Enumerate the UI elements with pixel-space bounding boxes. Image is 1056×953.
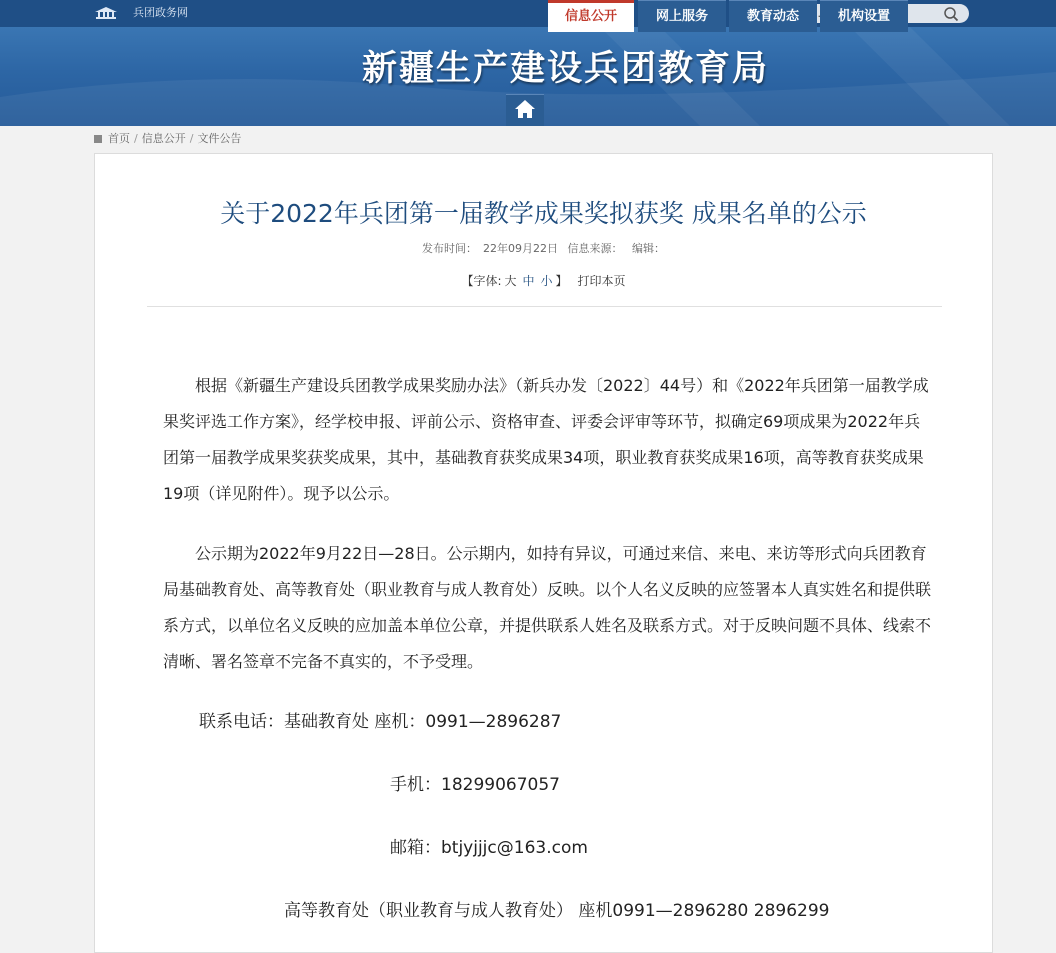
search-icon[interactable] [943, 6, 959, 22]
article-body [163, 368, 933, 704]
font-size-large[interactable]: 大 [504, 274, 517, 288]
nav-tab-info-public[interactable]: 信息公开 [548, 0, 634, 32]
breadcrumb-announcements[interactable]: 文件公告 [197, 132, 242, 145]
font-size-tools [95, 273, 992, 289]
font-tools-suffix: 】 [555, 274, 568, 288]
breadcrumb-info-public[interactable]: 信息公开 [141, 132, 186, 145]
contact-line-email: 邮箱：btjyjjjc@163.com [390, 838, 588, 858]
nav-tab-online-service[interactable]: 网上服务 [638, 0, 726, 32]
contact-line-mobile: 手机：18299067057 [390, 775, 560, 795]
contact-line-higher-edu: 高等教育处（职业教育与成人教育处） 座机0991—2896280 2896299 [284, 901, 830, 921]
contact-line-basic-phone: 联系电话：基础教育处 座机：0991—2896287 [199, 712, 562, 732]
source-label: 信息来源： [567, 242, 623, 255]
paragraph-2: 公示期为2022年9月22日—28日。公示期内，如持有异议，可通过来信、来电、来访等形式向兵团教育局基础教育处、高等教育处（职业教育与成人教育处）反映。以个人名义反映的应签署本人真实姓名和提供联系方式，以单位名义反映的应加盖本单位公章，并提供联系人姓名及联系方式。对于反映问题不具体、线索不清晰、署名签章不完备不真实的，不予受理。 [163, 544, 932, 671]
nav-tab-org-setup[interactable]: 机构设置 [820, 0, 908, 32]
article-meta [95, 242, 992, 256]
breadcrumb-home[interactable]: 首页 [108, 132, 130, 145]
breadcrumb-icon [94, 135, 102, 143]
font-tools-prefix: 【字体: [461, 274, 502, 288]
divider [147, 306, 942, 307]
nav-tab-edu-news[interactable]: 教育动态 [729, 0, 817, 32]
editor-label: 编辑： [632, 242, 665, 255]
paragraph-1: 根据《新疆生产建设兵团教学成果奖励办法》（新兵办发〔2022〕44号）和《2022年兵团第一届教学成果奖评选工作方案》，经学校申报、评前公示、资格审查、评委会评审等环节，拟确定69项成果为2022年兵团第一届教学成果奖获奖成果，其中，基础教育获奖成果34项，职业教育获奖成果16项，高等教育获奖成果19项（详见附件）。现予以公示。 [163, 376, 929, 503]
font-size-small[interactable]: 小 [540, 274, 553, 288]
portal-link[interactable]: 兵团政务网 [133, 6, 188, 19]
breadcrumb: 首页 / 信息公开 / 文件公告 [94, 132, 241, 146]
publish-date: 22年09月22日 [483, 242, 558, 255]
government-building-icon[interactable] [94, 6, 118, 20]
article-card [94, 153, 993, 953]
nav-home-button[interactable] [506, 94, 544, 126]
site-title: 新疆生产建设兵团教育局 [362, 49, 770, 89]
print-page-link[interactable]: 打印本页 [577, 274, 626, 288]
home-icon [506, 95, 544, 125]
article-title: 关于2022年兵团第一届教学成果奖拟获奖 成果名单的公示 [220, 199, 867, 228]
font-size-medium[interactable]: 中 [522, 274, 535, 288]
publish-date-label: 发布时间： [422, 242, 477, 255]
